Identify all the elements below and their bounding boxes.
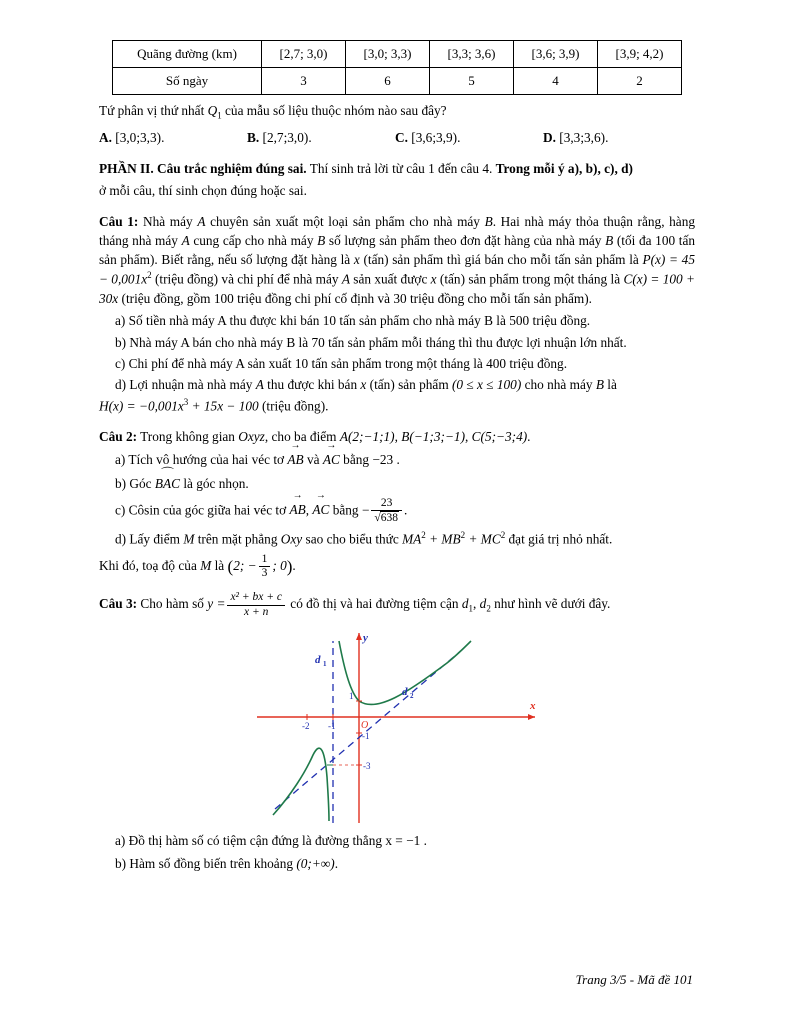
cau1-d-formula-rest: + 15x − 100 [188,398,259,414]
answer-option-b[interactable] [247,128,395,147]
cau1-x: x [353,252,360,268]
cau1-B3: B [605,232,614,248]
cau3-text-3: như hình vẽ dưới đây. [490,596,611,612]
tick-label-y-1: 1 [349,690,354,701]
answer-key: C. [395,129,408,145]
table-cell: [3,6; 3,9) [514,41,598,68]
cau3-d1: d [461,596,469,612]
cau3-d2: d [479,596,487,612]
cau2-a-text-2: bằng −23 . [339,452,400,468]
cau1-text-6: (tối đa 100 tấn sản phẩm). Biết rằng, nếu số lượng đặt hàng là [99,232,695,268]
answer-option-c[interactable] [395,128,543,147]
cau2-c-minus: − [361,502,370,518]
fraction-numerator: 1 [259,553,271,567]
cau2-oxyz: Oxyz [238,429,265,444]
answer-option-a[interactable] [99,128,247,147]
table-cell: 5 [430,68,514,95]
answer-value: [3,3;3,6) [559,129,606,145]
table-cell: 2 [598,68,682,95]
cau1-A2: A [181,232,190,248]
cau1-text-5: số lượng sản phẩm theo đơn đặt hàng của nhà máy [325,232,606,248]
cau1-d-A: A [255,377,264,393]
cau2-d-text-1: d) Lấy điểm [115,531,184,547]
stem-subscript: 1 [217,110,222,121]
answer-value: [3,6;3,9) [411,129,458,145]
tick-label-x-minus2: -2 [302,720,310,731]
cau1-d-text-1: d) Lợi nhuận mà nhà máy [115,377,256,393]
cau2-text-2: , cho ba điểm [264,429,340,444]
cau1-label: Câu 1: [99,213,139,229]
cau2-d-end: . [292,557,296,573]
cau2-d-oxy: Oxy [280,531,303,547]
cau1-text-7: (tấn) sản phẩm thì giá bán cho mỗi tấn sản phẩm là [359,252,643,268]
cau2-label: Câu 2: [99,429,138,444]
cau1-text-8: (triệu đồng) và chi phí để nhà máy [151,271,342,287]
vector-ac-icon: → AC [323,450,340,469]
page-content [99,40,695,877]
table-cell: [3,3; 3,6) [430,41,514,68]
cau1-formula-P: P(x) = 45 − 0,001x [99,252,695,287]
cau1-stem [99,212,695,309]
cau3-sep: , [473,596,480,612]
cau2-d-text-6: là [211,557,228,573]
cau1-A3: A [341,271,350,287]
cau3-item-a: a) Đồ thị hàm số có tiệm cận đứng là đường thẳng x = −1 . [115,832,427,848]
answer-option-d[interactable] [543,128,691,147]
cau2-c-comma: , [305,502,313,518]
cau1-text-1: Nhà máy [138,213,198,229]
cau2-item-a [99,450,695,469]
table-row-label: Số ngày [113,68,262,95]
tick-label-y-minus1: -1 [362,730,370,741]
label-d2: d [402,685,408,698]
fraction-23-sqrt638 [371,497,402,525]
table-cell: [2,7; 3,0) [262,41,346,68]
vector-ab-icon: → AB [287,450,303,469]
answer-key: D. [543,129,556,145]
vector-ab-icon: → AB [289,500,305,519]
table-row-label: Quãng đường (km) [113,41,262,68]
cau1-text-3: . Hai nhà máy thỏa thuận rằng, hàng tháng nhà máy [99,213,695,248]
answer-dot: . [605,129,609,145]
cau2-item-d [99,529,695,549]
part2-intro-bold: Trong mỗi ý a), b), c), d) [495,160,633,176]
cau1-d-text-3: (tấn) sản phẩm [366,377,452,393]
answer-options [99,128,695,147]
cau3-label: Câu 3: [99,596,138,612]
x-axis-arrow [528,714,535,720]
cau1-d-text-5: là [603,377,617,393]
cau1-text-11: (triệu đồng, gồm 100 triệu đồng chi phí cố định và 30 triệu đồng cho mỗi tấn sản phẩm). [118,290,593,306]
cau3-item-b [99,854,695,873]
cau1-d-x: x [360,377,367,393]
cau2-d-coord-a: 2; − [233,557,257,573]
cau1-d-formula-exp: 3 [183,397,189,408]
cau2-c-text-1: c) Côsin của góc giữa hai véc tơ [115,502,290,518]
cau1-d-text-2: thu được khi bán [263,377,361,393]
cau2-d-text-4: đạt giá trị nhỏ nhất. [505,531,613,547]
cau2-sep-2: , [465,429,472,444]
vector-ac-icon: → AC [312,500,329,519]
cau2-d-text-3: sao cho biểu thức [302,531,403,547]
cau1-item-a: a) Số tiền nhà máy A thu được khi bán 10 tấn sản phẩm cho nhà máy B là 500 triệu đồng. [115,313,591,329]
cau3-b-text-1: b) Hàm số đồng biến trên khoảng [115,856,297,872]
cau2-d-expr-3-exp: 2 [500,530,506,541]
table-cell: 3 [262,68,346,95]
answer-value: [2,7;3,0) [262,129,309,145]
function-graph [247,627,547,827]
cau2-d-expr-2-exp: 2 [460,530,466,541]
table-cell: [3,0; 3,3) [346,41,430,68]
cau2-d-coord-b: ; 0 [272,557,287,573]
fraction-rational-function [227,591,285,618]
table-cell: 6 [346,68,430,95]
part2-intro-2: ở mỗi câu, thí sinh chọn đúng hoặc sai. [99,183,307,199]
cau2-d-M: M [183,531,195,547]
cau2-d-expr-2: + MB [425,531,461,547]
cau1-text-2: chuyên sản xuất một loại sản phẩm cho nhà máy [205,213,485,229]
cau3-b-text-2: . [334,856,339,872]
cau1-text-9: sản xuất được [349,271,431,287]
cau2-point-b: B(−1;3;−1) [401,429,465,444]
stem-after: của mẫu số liệu thuộc nhóm nào sau đây? [221,103,447,118]
cau2-c-text-3: . [403,502,408,518]
label-d2-sub: 2 [410,691,414,700]
answer-key: A. [99,129,112,145]
frequency-table [112,40,682,95]
cau2-b-text-1: b) Góc [115,475,155,491]
cau1-d-formula-main: H(x) = −0,001x [99,398,184,414]
cau3-d2-sub: 2 [486,603,491,614]
cau1-item-d [99,375,695,394]
cau2-d-text-2: trên mặt phẳng [194,531,281,547]
cau1-formula-P-exp: 2 [147,270,152,281]
angle-bac-icon: ⌒ BAC [155,474,180,493]
cau2-point-c: C(5;−3;4) [471,429,528,444]
stem-before: Tứ phân vị thứ nhất [99,103,208,118]
cau1-d-formula [99,396,695,416]
cau2-c-text-2: bằng [329,502,362,518]
cau2-a-mid: và [303,452,323,468]
part2-heading [99,159,695,178]
cau1-x2: x [430,271,437,287]
cau2-point-a: A(2;−1;1) [339,429,395,444]
cau1-item-b: b) Nhà máy A bán cho nhà máy B là 70 tấn sản phẩm mỗi tháng thì thu được lợi nhuận lớn nhất. [115,334,627,350]
cau2-b-text-2: là góc nhọn. [180,475,249,491]
stem-symbol: Q [207,103,218,118]
cau2-sep-1: , [394,429,402,444]
cau2-d-text-5: Khi đó, toạ độ của [99,557,201,573]
table-cell: 4 [514,68,598,95]
cau1-d-range: (0 ≤ x ≤ 100) [452,377,522,393]
cau1-text-4: cung cấp cho nhà máy [189,232,318,248]
axis-label-x: x [530,699,536,712]
page-footer: Trang 3/5 - Mã đề 101 [575,972,693,987]
table-row [113,41,682,68]
sqrt-radicand: 638 [380,512,398,525]
fraction-numerator: 23 [371,497,402,511]
table-cell: [3,9; 4,2) [598,41,682,68]
close-paren: ) [286,556,293,576]
cau3-text-1: Cho hàm số [137,596,208,612]
cau1-B: B [484,213,493,229]
cau2-end: . [527,429,531,444]
question-stem [99,101,695,123]
table-row [113,68,682,95]
graph-svg [247,627,547,827]
part2-intro-1: Thí sinh trả lời từ câu 1 đến câu 4. [306,160,496,176]
part2-title: PHẦN II. Câu trắc nghiệm đúng sai. [99,160,307,176]
cau1-d-text-4: cho nhà máy [521,377,596,393]
origin-label: O [361,719,369,731]
cau3-text-2: có đồ thị và hai đường tiệm cận [286,596,462,612]
cau1-d-B: B [595,377,604,393]
fraction-numerator: x² + bx + c [227,591,285,605]
cau1-formula-C: C(x) = 100 + 30x [99,271,695,306]
answer-dot: . [457,129,461,145]
cau2-d-expr-1-exp: 2 [421,530,426,541]
answer-dot: . [161,129,165,145]
label-d1: d [315,653,321,666]
cau1-B2: B [317,232,326,248]
tick-label-x-minus1: -1 [328,720,336,731]
fraction-denominator: √638 [374,512,398,525]
cau2-item-c [99,497,695,525]
cau2-text-1: Trong không gian [137,429,239,444]
cau1-item-c: c) Chi phí để nhà máy A sản xuất 10 tấn sản phẩm trong một tháng là 400 triệu đồng. [115,355,568,371]
cau3-stem [99,591,695,618]
y-axis-arrow [356,633,362,640]
cau3-b-range: (0;+∞) [296,856,335,872]
cau2-d-expr-3: + MC [465,531,501,547]
cau3-d1-sub: 1 [468,603,473,614]
cau2-d-M2: M [200,557,212,573]
answer-value: [3,0;3,3) [115,129,162,145]
open-paren: ( [227,556,234,576]
cau1-text-10: (tấn) sản phẩm trong một tháng là [436,271,624,287]
tick-label-y-minus3: -3 [363,760,371,771]
cau2-d-conclusion [99,553,695,580]
cau2-a-text-1: a) Tích vô hướng của hai véc tơ [115,452,288,468]
cau2-item-b [99,474,695,493]
cau2-stem [99,427,695,446]
fraction-one-third [259,553,271,580]
cau1-A: A [197,213,206,229]
cau1-d-formula-unit: (triệu đồng). [258,398,329,414]
axis-label-y: y [363,631,368,644]
cau2-d-expr-1: MA [402,531,422,547]
fraction-denominator: 3 [261,567,268,580]
answer-dot: . [308,129,312,145]
cau3-y: y = [207,596,226,612]
curve-left-branch [273,748,329,821]
answer-key: B. [247,129,260,145]
label-d1-sub: 1 [323,659,327,668]
fraction-denominator: x + n [244,605,269,618]
